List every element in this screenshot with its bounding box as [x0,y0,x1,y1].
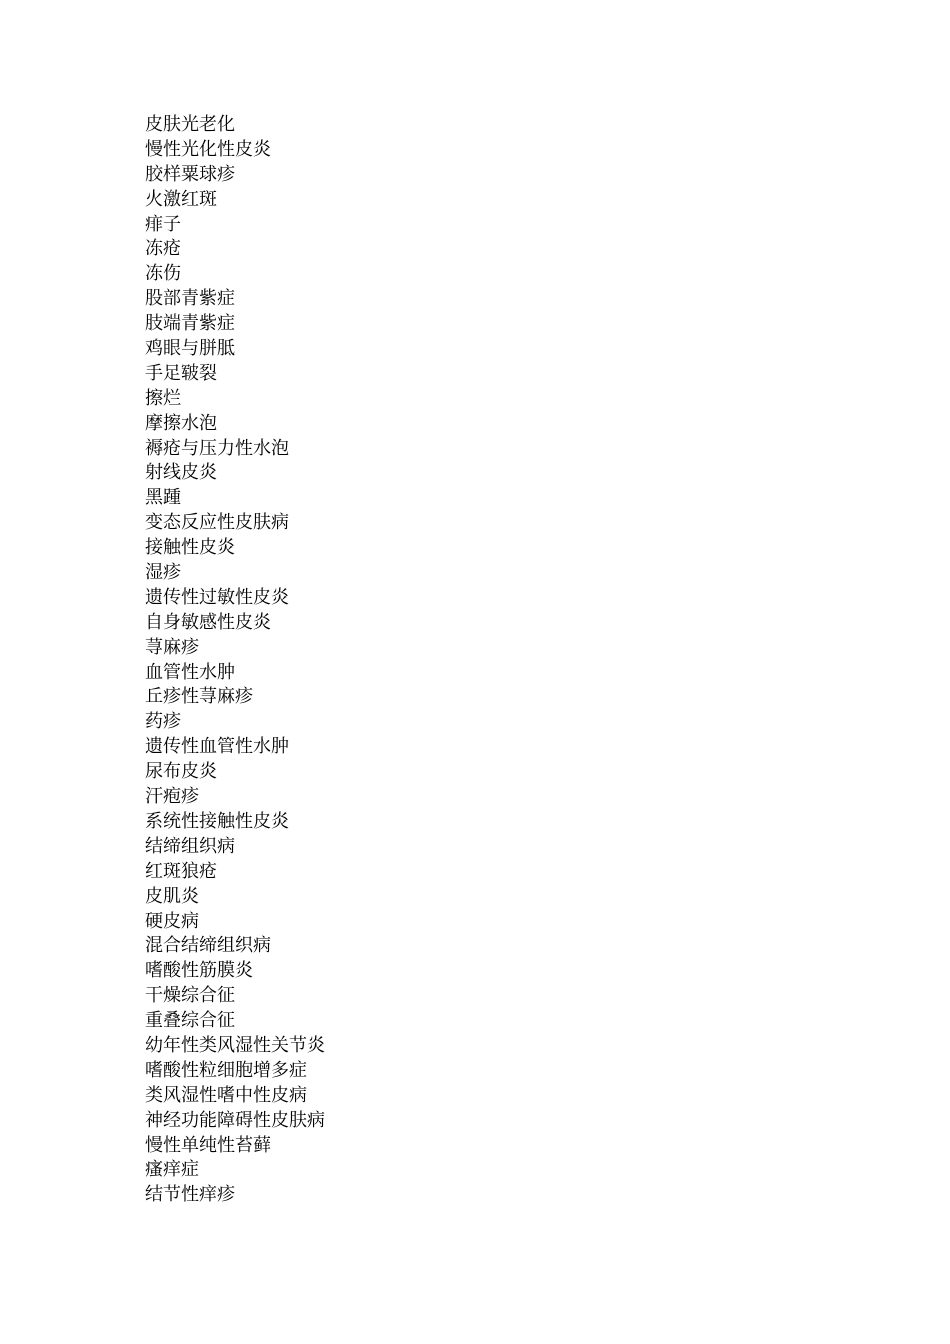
list-item: 股部青紫症 [145,288,235,310]
list-item: 药疹 [145,711,181,733]
list-item: 尿布皮炎 [145,761,217,783]
list-item: 遗传性过敏性皮炎 [145,586,289,608]
list-item: 冻疮 [145,238,181,260]
list-item: 慢性单纯性苔藓 [145,1134,271,1156]
list-item: 红斑狼疮 [145,860,217,882]
list-item: 皮肤光老化 [145,114,235,135]
list-item: 嗜酸性筋膜炎 [145,960,253,982]
list-item: 黑踵 [145,487,181,509]
list-item: 湿疹 [145,562,181,584]
list-item: 痱子 [145,213,181,235]
list-item: 手足皲裂 [145,362,217,384]
list-item: 鸡眼与胼胝 [145,338,235,360]
list-item: 硬皮病 [145,910,199,932]
term-list [145,113,325,1208]
list-item: 混合结缔组织病 [145,935,271,957]
list-item: 丘疹性荨麻疹 [145,686,253,708]
list-item: 胶样粟球疹 [145,163,235,185]
list-item: 结节性痒疹 [145,1184,235,1206]
list-item: 重叠综合征 [145,1010,235,1032]
list-item: 自身敏感性皮炎 [145,611,271,633]
list-item: 结缔组织病 [145,835,235,857]
list-item: 汗疱疹 [145,786,199,808]
list-item: 射线皮炎 [145,462,217,484]
list-item: 冻伤 [145,263,181,285]
list-item: 干燥综合征 [145,985,235,1007]
list-item: 变态反应性皮肤病 [145,512,289,534]
list-item: 遗传性血管性水肿 [145,736,289,758]
list-item: 慢性光化性皮炎 [145,138,271,160]
list-item: 系统性接触性皮炎 [145,810,289,832]
list-item: 幼年性类风湿性关节炎 [145,1034,325,1056]
list-item: 类风湿性嗜中性皮病 [145,1084,307,1106]
list-item: 嗜酸性粒细胞增多症 [145,1059,307,1081]
list-item: 荨麻疹 [145,636,199,658]
list-item: 瘙痒症 [145,1159,199,1181]
list-item: 肢端青紫症 [145,313,235,335]
list-item: 褥疮与压力性水泡 [145,437,289,459]
list-item: 火激红斑 [145,188,217,210]
list-item: 神经功能障碍性皮肤病 [145,1109,325,1131]
list-item: 皮肌炎 [145,885,199,907]
list-item: 血管性水肿 [145,661,235,683]
list-item: 接触性皮炎 [145,537,235,559]
list-item: 擦烂 [145,387,181,409]
list-item: 摩擦水泡 [145,412,217,434]
